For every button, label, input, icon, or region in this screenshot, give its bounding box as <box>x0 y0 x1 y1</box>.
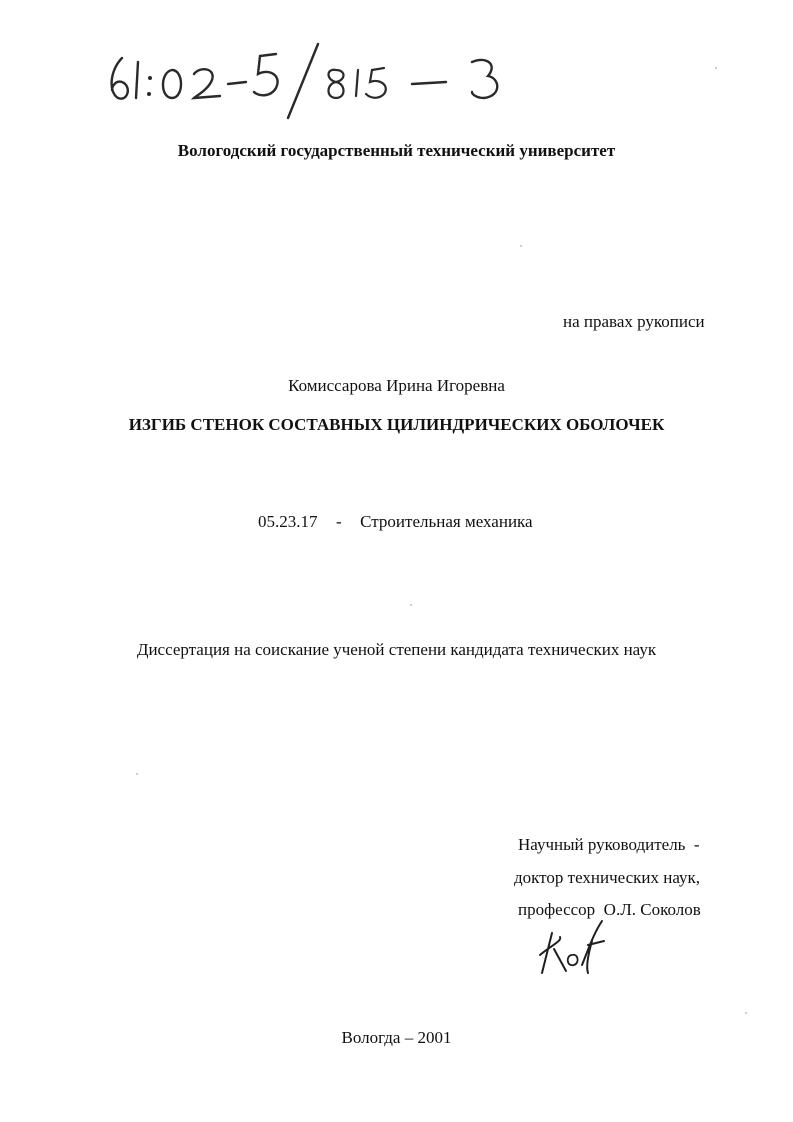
degree-statement: Диссертация на соискание ученой степени кандидата технических наук <box>136 640 657 659</box>
supervisor-role: Научный руководитель - <box>518 835 700 854</box>
supervisor-signature <box>532 915 610 977</box>
scan-speck <box>410 604 412 606</box>
scan-speck <box>715 67 717 69</box>
rights-note: на правах рукописи <box>563 312 705 331</box>
specialty-name: Строительная механика <box>360 512 533 531</box>
signature-drawing <box>532 915 610 977</box>
university-heading: Вологодский государственный технический университет <box>177 141 616 160</box>
place-and-year: Вологда – 2001 <box>341 1028 452 1047</box>
specialty-dash: - <box>336 512 342 531</box>
scan-speck <box>520 245 522 247</box>
handwritten-stamp-code <box>100 40 540 120</box>
supervisor-name: профессор О.Л. Соколов <box>518 900 701 919</box>
dissertation-title: ИЗГИБ СТЕНОК СОСТАВНЫХ ЦИЛИНДРИЧЕСКИХ ОБОЛОЧЕК <box>128 415 665 434</box>
scan-speck <box>136 773 138 775</box>
specialty-code: 05.23.17 <box>258 512 318 531</box>
scan-speck <box>745 1012 747 1014</box>
supervisor-degree: доктор технических наук, <box>514 868 701 887</box>
author-name: Комиссарова Ирина Игоревна <box>288 376 505 395</box>
specialty-line <box>258 512 533 532</box>
handwritten-stamp-drawing <box>100 40 540 120</box>
